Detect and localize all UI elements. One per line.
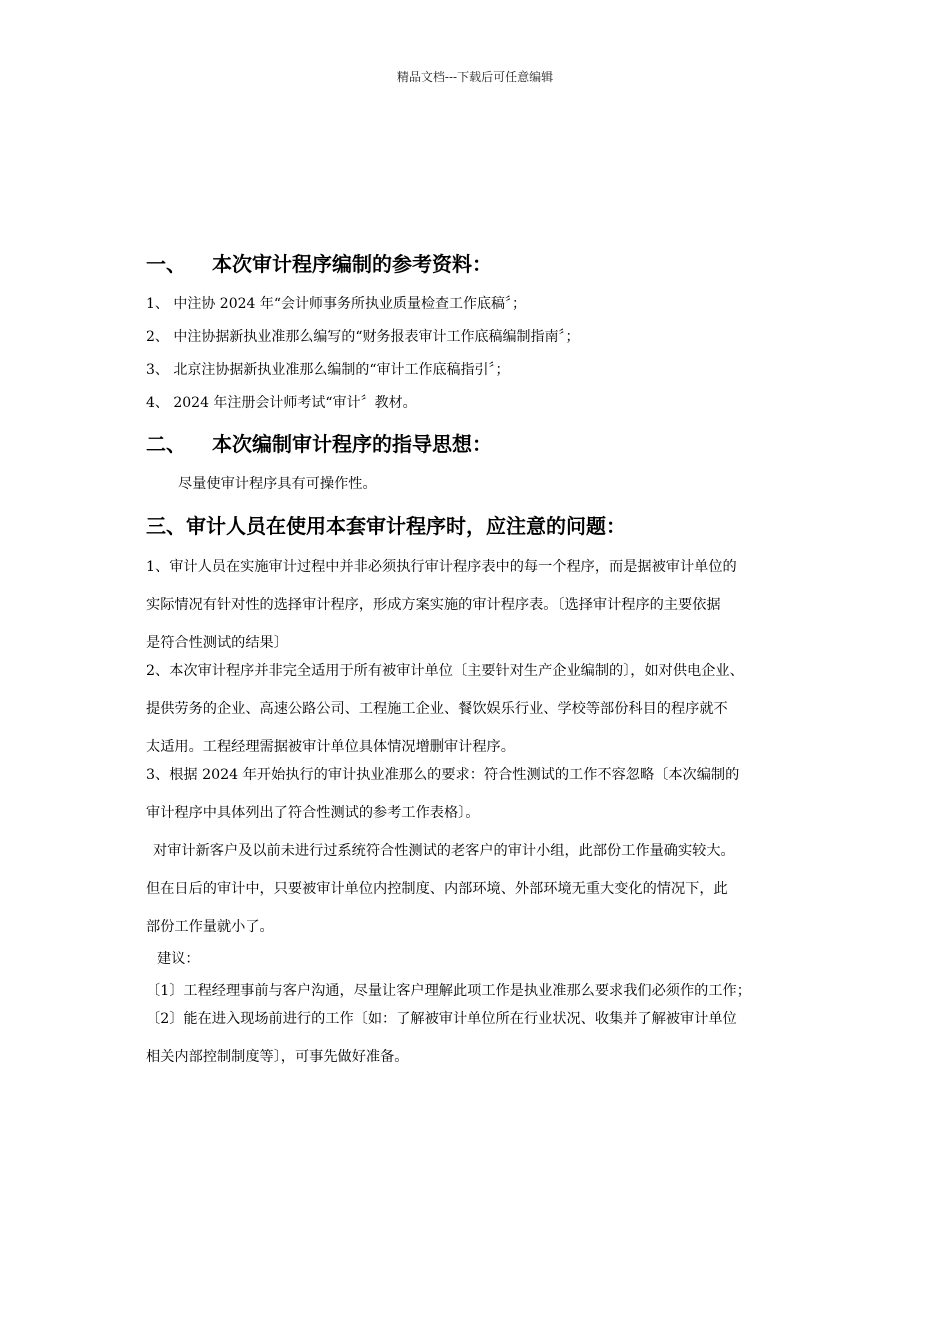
section-1-heading [146,246,826,282]
section-1-title: 本次审计程序编制的参考资料： [212,252,492,276]
section-2-heading [146,426,826,462]
note-1-line-1: 1、审计人员在实施审计过程中并非必须执行审计程序表中的每一个程序，而是据被审计单位的 [146,559,737,575]
section-3-heading: 三、审计人员在使用本套审计程序时，应注意的问题： [146,514,626,538]
section-2-title: 本次编制审计程序的指导思想： [212,432,492,456]
reference-item-1: 1、 中注协 2024 年“会计师事务所执业质量检查工作底稿〞； [146,296,527,312]
note-2-line-1: 2、本次审计程序并非完全适用于所有被审计单位〔主要针对生产企业编制的〕，如对供电企业、 [146,663,744,679]
note-1-line-2: 实际情况有针对性的选择审计程序，形成方案实施的审计程序表。〔选择审计程序的主要依据 [146,597,721,613]
guiding-principle-text: 尽量使审计程序具有可操作性。 [178,476,377,492]
section-2-number: 二、 [146,432,186,456]
note-3-line-1: 3、根据 2024 年开始执行的审计执业准那么的要求：符合性测试的工作不容忽略〔本次编制的 [146,767,740,783]
suggestion-label: 建议： [157,951,200,967]
reference-item-2: 2、 中注协据新执业准那么编写的“财务报表审计工作底稿编制指南〞； [146,329,580,345]
note-2-line-2: 提供劳务的企业、高速公路公司、工程施工企业、餐饮娱乐行业、学校等部份科目的程序就不 [146,701,728,717]
suggestion-1: 〔1〕工程经理事前与客户沟通，尽量让客户理解此项工作是执业准那么要求我们必须作的工作； [146,983,751,999]
document-body [146,246,826,1067]
note-2-line-3: 太适用。工程经理需据被审计单位具体情况增删审计程序。 [146,739,515,755]
suggestion-2-line-2: 相关内部控制制度等〕，可事先做好准备。 [146,1049,409,1065]
note-3-line-5: 部份工作量就小了。 [146,919,274,935]
note-1-line-3: 是符合性测试的结果〕 [146,635,288,651]
note-3-line-4: 但在日后的审计中，只要被审计单位内控制度、内部环境、外部环境无重大变化的情况下，此 [146,881,728,897]
suggestion-2-line-1: 〔2〕能在进入现场前进行的工作〔如：了解被审计单位所在行业状况、收集并了解被审计单位 [146,1011,737,1027]
reference-item-3: 3、 北京注协据新执业准那么编制的“审计工作底稿指引〞； [146,362,510,378]
note-3-line-3: 对审计新客户及以前未进行过系统符合性测试的老客户的审计小组，此部份工作量确实较大。 [153,843,735,859]
section-1-number: 一、 [146,252,186,276]
reference-item-4: 4、 2024 年注册会计师考试“审计〞教材。 [146,395,417,411]
page-header: 精品文档---下载后可任意编辑 [396,70,554,84]
note-3-line-2: 审计程序中具体列出了符合性测试的参考工作表格〕。 [146,805,480,821]
